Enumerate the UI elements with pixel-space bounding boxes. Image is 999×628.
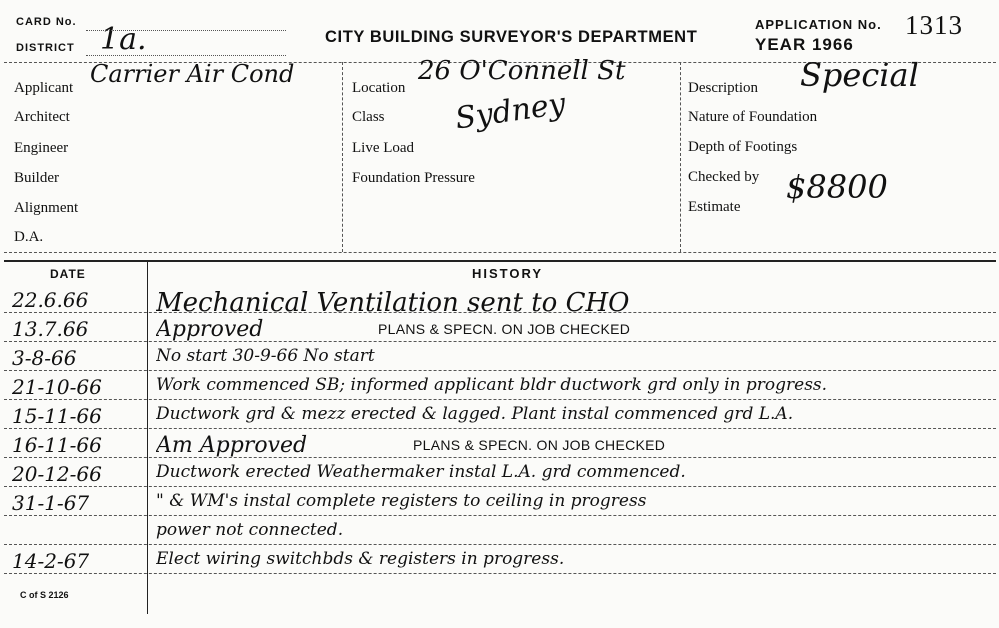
- year-label: YEAR 1966: [755, 35, 854, 54]
- history-entry: " & WM's instal complete registers to ceiling in progress: [156, 491, 647, 511]
- location-value: 26 O'Connell St: [418, 56, 626, 86]
- district-label: DISTRICT: [16, 42, 75, 54]
- live-load-label: Live Load: [352, 140, 415, 156]
- history-date: 13.7.66: [12, 317, 89, 341]
- history-date: 16-11-66: [12, 433, 102, 457]
- history-entry: Work commenced SB; informed applicant bldr ductwork grd only in progress.: [156, 375, 828, 395]
- history-row-rule: [4, 515, 996, 516]
- history-row-rule: [4, 486, 996, 487]
- history-date: 22.6.66: [12, 288, 89, 312]
- history-row-rule: [4, 341, 996, 342]
- history-entry: Approved: [156, 317, 264, 342]
- builder-label: Builder: [14, 170, 59, 186]
- card-no-label: CARD No.: [16, 16, 77, 28]
- checked-by-label: Checked by: [688, 169, 760, 185]
- class-label: Class: [352, 109, 385, 125]
- location-label: Location: [352, 80, 406, 96]
- application-label: APPLICATION No.: [755, 17, 882, 32]
- department-title: CITY BUILDING SURVEYOR'S DEPARTMENT: [325, 28, 698, 46]
- history-date: 31-1-67: [12, 491, 90, 515]
- district-value: 1a.: [100, 22, 147, 57]
- history-date: 21-10-66: [12, 375, 102, 399]
- history-date: 3-8-66: [12, 346, 77, 370]
- history-entry: power not connected.: [156, 520, 344, 540]
- history-entry: No start 30-9-66 No start: [156, 346, 375, 366]
- history-entry: Am Approved: [156, 433, 308, 458]
- history-entry: Ductwork grd & mezz erected & lagged. Plant instal commenced grd L.A.: [156, 404, 794, 424]
- architect-label: Architect: [14, 109, 70, 125]
- applicant-value: Carrier Air Cond: [90, 60, 295, 88]
- history-date: 20-12-66: [12, 462, 102, 486]
- applicant-label: Applicant: [14, 80, 74, 96]
- depth-of-footings-label: Depth of Footings: [688, 139, 798, 155]
- foundation-pressure-label: Foundation Pressure: [352, 170, 475, 186]
- history-entry: Mechanical Ventilation sent to CHO: [156, 288, 630, 318]
- application-no: 1313: [905, 10, 963, 40]
- history-row-rule: [4, 457, 996, 458]
- location-value-line2: Sydney: [453, 86, 568, 137]
- history-row-rule: [4, 428, 996, 429]
- history-entry: Ductwork erected Weathermaker instal L.A. grd commenced.: [156, 462, 686, 482]
- approval-stamp: PLANS & SPECN. ON JOB CHECKED: [413, 437, 666, 453]
- history-row-rule: [4, 370, 996, 371]
- history-row-rule: [4, 573, 996, 574]
- history-date: 14-2-67: [12, 549, 90, 573]
- form-code: C of S 2126: [20, 590, 69, 600]
- history-header: HISTORY: [472, 266, 544, 281]
- history-entry: Elect wiring switchbds & registers in progress.: [156, 549, 565, 569]
- approval-stamp: PLANS & SPECN. ON JOB CHECKED: [378, 321, 631, 337]
- engineer-label: Engineer: [14, 140, 69, 156]
- estimate-value: $8800: [786, 168, 888, 206]
- history-row-rule: [4, 399, 996, 400]
- history-row-rule: [4, 544, 996, 545]
- date-header: DATE: [50, 267, 86, 281]
- da-label: D.A.: [14, 229, 44, 245]
- history-date: 15-11-66: [12, 404, 102, 428]
- description-label: Description: [688, 80, 758, 96]
- alignment-label: Alignment: [14, 200, 79, 216]
- nature-of-foundation-label: Nature of Foundation: [688, 109, 818, 125]
- description-value: Special: [800, 56, 919, 94]
- estimate-label: Estimate: [688, 199, 741, 215]
